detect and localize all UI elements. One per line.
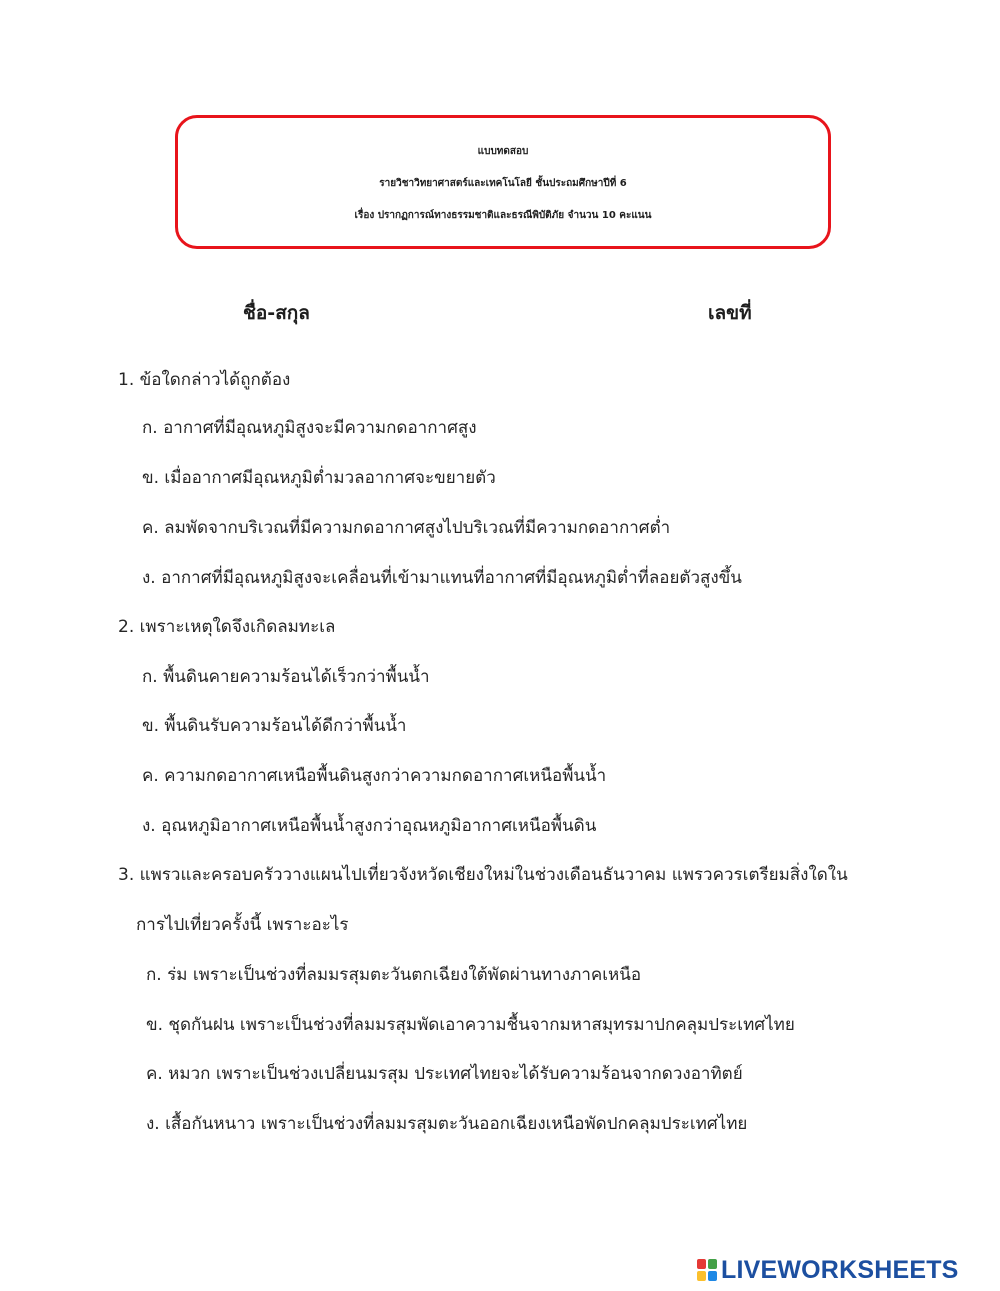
question-1-option-c[interactable]: ค. ลมพัดจากบริเวณที่มีความกดอากาศสูงไปบริเวณที่มีความกดอากาศต่ำ <box>142 518 671 538</box>
question-2-option-c[interactable]: ค. ความกดอากาศเหนือพื้นดินสูงกว่าความกดอากาศเหนือพื้นน้ำ <box>142 766 607 786</box>
topic-score-line: เรื่อง ปรากฏการณ์ทางธรรมชาติและธรณีพิบัติภัย จำนวน 10 คะแนน <box>354 210 652 221</box>
liveworksheets-brand <box>697 1256 959 1284</box>
question-1-stem: 1. ข้อใดกล่าวได้ถูกต้อง <box>118 370 291 390</box>
worksheet-heading: แบบทดสอบ <box>477 146 529 157</box>
question-3-option-c[interactable]: ค. หมวก เพราะเป็นช่วงเปลี่ยนมรสุม ประเทศไทยจะได้รับความร้อนจากดวงอาทิตย์ <box>146 1064 743 1084</box>
question-3-stem: 3. แพรวและครอบครัววางแผนไปเที่ยวจังหวัดเชียงใหม่ในช่วงเดือนธันวาคม แพรวควรเตรียมสิ่งใดใน <box>118 865 848 885</box>
name-field-label: ชื่อ-สกุล <box>243 302 310 324</box>
question-3-option-b[interactable]: ข. ชุดกันฝน เพราะเป็นช่วงที่ลมมรสุมพัดเอาความชื้นจากมหาสมุทรมาปกคลุมประเทศไทย <box>146 1015 795 1035</box>
question-3-option-a[interactable]: ก. ร่ม เพราะเป็นช่วงที่ลมมรสุมตะวันตกเฉียงใต้พัดผ่านทางภาคเหนือ <box>146 965 642 985</box>
brand-wordmark: LIVEWORKSHEETS <box>721 1255 959 1284</box>
liveworksheets-logo-icon <box>697 1259 717 1281</box>
question-2-option-a[interactable]: ก. พื้นดินคายความร้อนได้เร็วกว่าพื้นน้ำ <box>142 667 430 687</box>
question-2-option-d[interactable]: ง. อุณหภูมิอากาศเหนือพื้นน้ำสูงกว่าอุณหภูมิอากาศเหนือพื้นดิน <box>142 816 597 836</box>
subject-grade-line: รายวิชาวิทยาศาสตร์และเทคโนโลยี ชั้นประถมศึกษาปีที่ 6 <box>379 178 627 189</box>
question-3-option-d[interactable]: ง. เสื้อกันหนาว เพราะเป็นช่วงที่ลมมรสุมตะวันออกเฉียงเหนือพัดปกคลุมประเทศไทย <box>146 1114 748 1134</box>
question-3-stem-continued: การไปเที่ยวครั้งนี้ เพราะอะไร <box>136 915 349 935</box>
question-1-option-a[interactable]: ก. อากาศที่มีอุณหภูมิสูงจะมีความกดอากาศสูง <box>142 418 477 438</box>
question-1-option-b[interactable]: ข. เมื่ออากาศมีอุณหภูมิต่ำมวลอากาศจะขยายตัว <box>142 468 496 488</box>
title-frame <box>175 115 831 249</box>
question-1-option-d[interactable]: ง. อากาศที่มีอุณหภูมิสูงจะเคลื่อนที่เข้ามาแทนที่อากาศที่มีอุณหภูมิต่ำที่ลอยตัวสูงขึ้น <box>142 568 742 588</box>
student-number-label: เลขที่ <box>708 302 752 324</box>
question-2-stem: 2. เพราะเหตุใดจึงเกิดลมทะเล <box>118 617 336 637</box>
question-2-option-b[interactable]: ข. พื้นดินรับความร้อนได้ดีกว่าพื้นน้ำ <box>142 716 407 736</box>
